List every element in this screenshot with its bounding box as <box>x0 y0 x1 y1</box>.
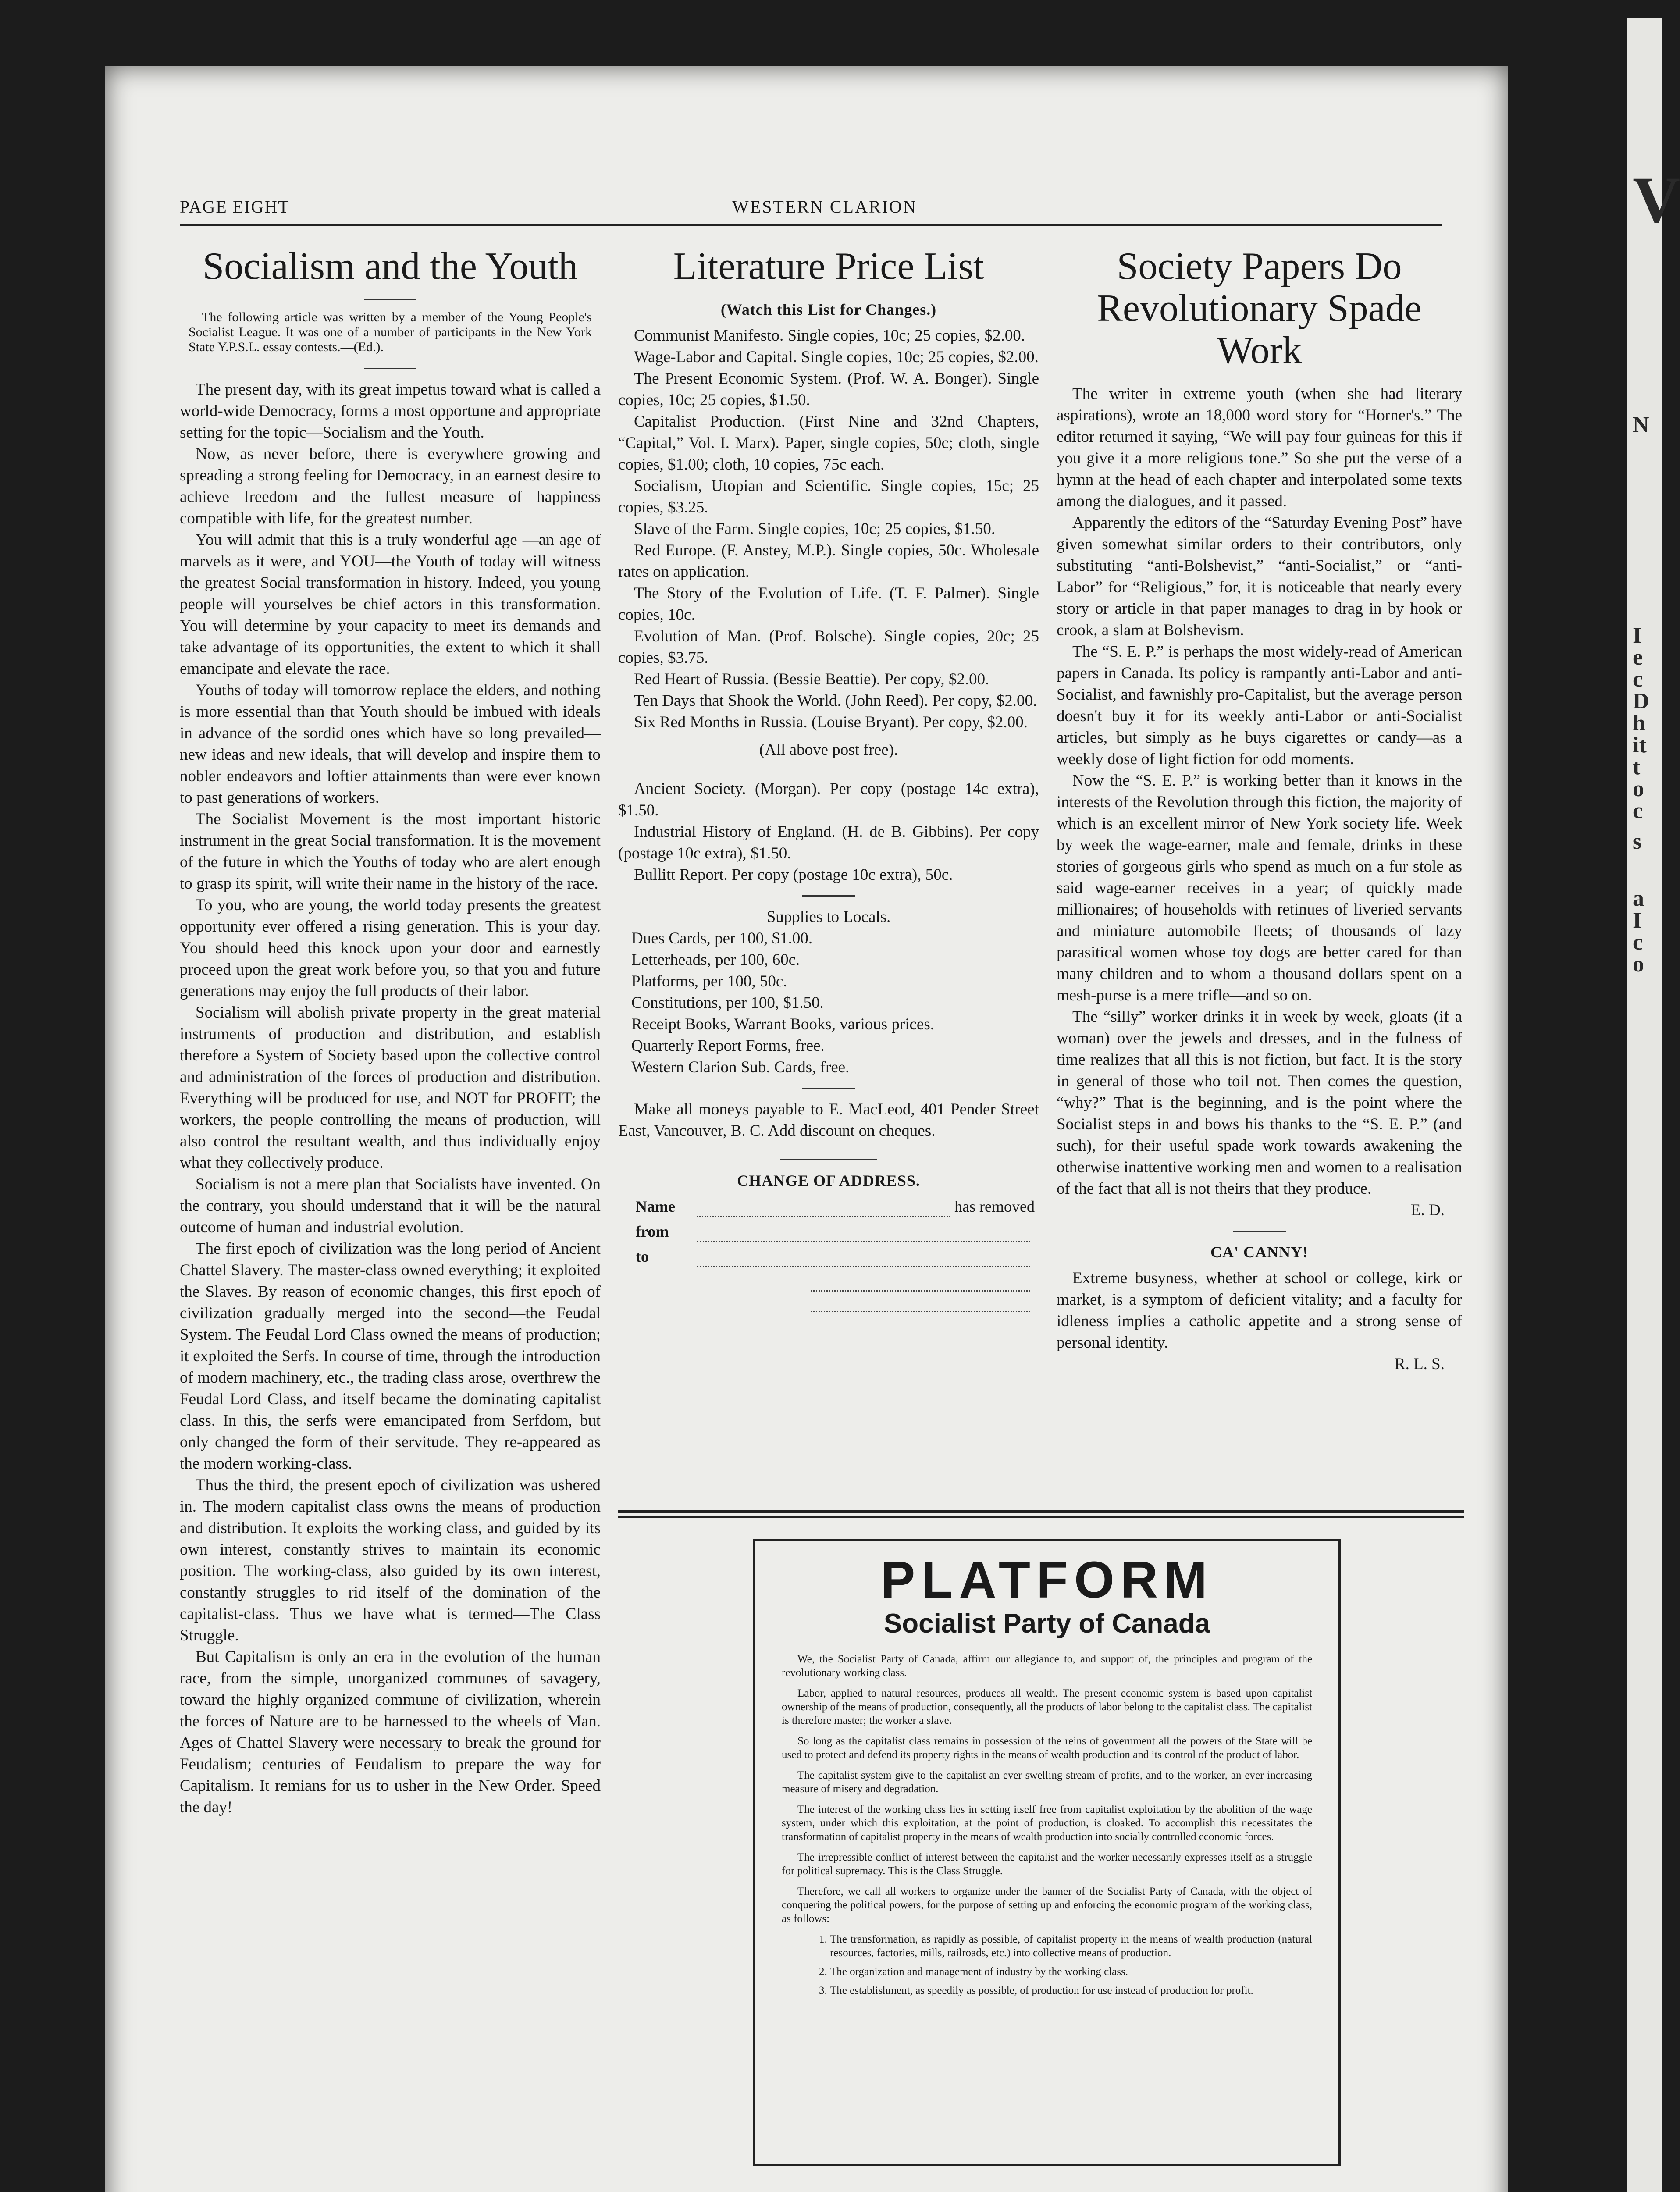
platform-points <box>782 1932 1312 1997</box>
supply-item: Constitutions, per 100, $1.50. <box>631 994 824 1012</box>
change-of-address-form <box>618 1196 1039 1312</box>
adjacent-page-edge <box>1627 18 1680 2192</box>
address-blank <box>811 1292 1030 1312</box>
paragraph: Socialism will abolish private property in the great material instruments of production and distribution, and establish therefore a System of Society based upon the collective control and administration of the forces of production and distribution. Everything will be produced for use, and NOT for PROFIT; the workers, the people controlling the means of production, will also control the resultant wealth, and thus individually enjoy what they collectively produce. <box>180 1003 601 1172</box>
platform-subtitle: Socialist Party of Canada <box>883 1608 1210 1639</box>
price-item: Capitalist Production. (First Nine and 32nd Chapters, “Capital,” Vol. I. Marx). Paper, single copies, 50c; cloth, single copies, $1.00; cloth, 10 copies, 75c each. <box>618 413 1039 473</box>
name-row <box>636 1196 1035 1217</box>
watch-note: (Watch this List for Changes.) <box>720 301 937 318</box>
address-blank <box>811 1271 1030 1292</box>
platform-paragraph: The capitalist system give to the capitalist an ever-swelling stream of profits, and to the worker, an ever-increasing measure of misery and degradation. <box>782 1769 1312 1795</box>
name-blank <box>697 1202 950 1217</box>
platform-point: 2. The organization and management of industry by the working class. <box>830 1965 1312 1978</box>
platform-paragraph: Labor, applied to natural resources, produces all wealth. The present economic system is based upon capitalist ownership of the means of production, consequently, all the products of labor belong to the capitalist class. The capitalist is therefore master; the worker a slave. <box>782 1687 1312 1726</box>
platform-title: PLATFORM <box>880 1551 1214 1609</box>
paragraph: The Socialist Movement is the most important historic instrument in the great Social transformation. It is the movement of the future in which the Youths of today who are alert enough to grasp its spirit, will write their name in the history of the race. <box>180 810 601 893</box>
price-item: Wage-Labor and Capital. Single copies, 10c; 25 copies, $2.00. <box>634 348 1039 366</box>
article-title: Society Papers Do Revolutionary Spade Work <box>1097 245 1422 372</box>
divider <box>1233 1231 1286 1232</box>
platform-point: 1. The transformation, as rapidly as possible, of capitalist property in the means of wealth production (natural resources, factories, mills, railroads, etc.) into collective means of production. <box>830 1932 1312 1960</box>
price-item: The Present Economic System. (Prof. W. A. Bonger). Single copies, 10c; 25 copies, $1.50. <box>618 370 1039 409</box>
platform-paragraph: We, the Socialist Party of Canada, affirm our allegiance to, and support of, the principles and program of the revolutionary working class. <box>782 1653 1312 1679</box>
edge-fragment: t <box>1633 754 1641 779</box>
article-body <box>1057 383 1462 1199</box>
paragraph: The writer in extreme youth (when she had literary aspirations), wrote an 18,000 word story for “Horner's.” The editor returned it saying, “We will pay four guineas for this if you give it a more religious tone.” So she put the verse of a hymn at the head of each chapter and interpolated some texts among the dialogues, and it passed. <box>1057 385 1462 510</box>
edge-fragment: D <box>1633 689 1649 714</box>
edge-fragment: it <box>1633 733 1647 758</box>
masthead <box>180 193 1442 226</box>
from-row <box>636 1221 1035 1242</box>
paragraph: Thus the third, the present epoch of civilization was ushered in. The modern capitalist class owns the means of production and distribution. It exploits the working class, and guided by its own interest, constantly strives to maintain its economic position. The working-class, also guided by its own interest, constantly struggles to rid itself of the domination of the capitalist-class. Thus we have what is termed—The Class Struggle. <box>180 1476 601 1644</box>
newspaper-name: WESTERN CLARION <box>732 197 917 217</box>
change-of-address-title: CHANGE OF ADDRESS. <box>737 1172 920 1189</box>
price-items-extra <box>618 778 1039 886</box>
paragraph: The “S. E. P.” is perhaps the most widely-read of American papers in Canada. Its policy is rampantly anti-Labor and anti-Socialist, and fawnishly pro-Capitalist, but the average person doesn't buy it for its weekly anti-Labor or anti-Socialist articles, but simply as he buys cigarettes or candy—as a weekly dose of light fiction for odd moments. <box>1057 643 1462 768</box>
platform-box <box>753 1539 1341 2166</box>
to-row <box>636 1246 1035 1267</box>
supply-item: Receipt Books, Warrant Books, various prices. <box>631 1015 934 1033</box>
edge-fragment: s <box>1633 829 1642 854</box>
divider <box>802 1088 855 1089</box>
ca-canny-text: Extreme busyness, whether at school or college, kirk or market, is a symptom of deficient vitality; and a faculty for idleness implies a catholic appetite and a strong sense of personal identity. <box>1057 1269 1462 1352</box>
edge-fragment: N <box>1633 413 1649 438</box>
paragraph: To you, who are young, the world today presents the greatest opportunity ever offered a rising generation. This is your day. You should heed this knock upon your door and earnestly proceed upon the great work before you, so that you and future generations may enjoy the full products of their labor. <box>180 896 601 1000</box>
paragraph: But Capitalism is only an era in the evolution of the human race, from the simple, unorganized communes of savagery, toward the highly organized commune of civilization, wherein the forces of Nature are to be harnessed to the wheels of Man. Ages of Chattel Slavery were necessary to break the ground for Feudalism; centuries of Feudalism to prepare the way for Capitalism. It remians for us to usher in the New Order. Speed the day! <box>180 1648 601 1816</box>
paragraph: The present day, with its great impetus toward what is called a world-wide Democracy, forms a most opportune and appropriate setting for the topic—Socialism and the Youth. <box>180 381 601 441</box>
price-item: Ten Days that Shook the World. (John Reed). Per copy, $2.00. <box>634 692 1037 710</box>
platform-paragraph: So long as the capitalist class remains in possession of the reins of government all the powers of the State will be used to protect and defend its property rights in the means of wealth production and its control of the product of labor. <box>782 1735 1312 1761</box>
paragraph: You will admit that this is a truly wonderful age —an age of marvels as it were, and YOU—the Youth of today will witness the greatest Social transformation in history. Indeed, you young people will yourselves be chief actors in this transformation. You will determine by your capacity to meet its demands and take advantage of its opportunities, the extent to which it shall emancipate and elevate the race. <box>180 531 601 678</box>
supplies-title: Supplies to Locals. <box>766 908 891 926</box>
ca-canny-title: CA' CANNY! <box>1210 1243 1308 1261</box>
price-item: Bullitt Report. Per copy (postage 10c extra), 50c. <box>634 866 953 884</box>
to-label: to <box>636 1248 649 1265</box>
supply-item: Western Clarion Sub. Cards, free. <box>631 1058 850 1076</box>
platform-point: 3. The establishment, as speedily as possible, of production for use instead of production for profit. <box>830 1984 1312 1997</box>
page-number: PAGE EIGHT <box>180 197 290 217</box>
divider <box>802 895 855 897</box>
edge-fragment: c <box>1633 930 1643 955</box>
post-free-note: (All above post free). <box>759 741 898 759</box>
paragraph: Youths of today will tomorrow replace the elders, and nothing is more essential than that Youth should be imbued with ideals in advance of the sordid ones which have so long prevailed—new ideas and new ideals, that will develop and inspire them to nobler endeavors and loftier attainments than were ever known to past generations of workers. <box>180 681 601 807</box>
supply-item: Letterheads, per 100, 60c. <box>631 951 800 969</box>
paragraph: Socialism is not a mere plan that Socialists have invented. On the contrary, you should understand that it will be the natural outcome of human and industrial evolution. <box>180 1175 601 1236</box>
edge-fragment: o <box>1633 776 1644 801</box>
payment-note: Make all moneys payable to E. MacLeod, 401 Pender Street East, Vancouver, B. C. Add discount on cheques. <box>618 1100 1039 1140</box>
edge-fragment: o <box>1633 952 1644 977</box>
price-item: The Story of the Evolution of Life. (T. F. Palmer). Single copies, 10c. <box>618 584 1039 624</box>
divider <box>364 299 416 300</box>
editor-note: The following article was written by a member of the Young People's Socialist League. It was one of a number of participants in the New York State Y.P.S.L. essay contests.—(Ed.). <box>189 310 592 354</box>
article-society-papers <box>1057 246 1462 1375</box>
platform-paragraph: The irrepressible conflict of interest between the capitalist and the worker necessarily expresses itself as a struggle for political supremacy. This is the Class Struggle. <box>782 1851 1312 1877</box>
price-item: Evolution of Man. (Prof. Bolsche). Single copies, 20c; 25 copies, $3.75. <box>618 627 1039 667</box>
paragraph: Now, as never before, there is everywhere growing and spreading a strong feeling for Democracy, in an earnest desire to achieve freedom and the fullest measure of happiness compatible with life, for the greatest number. <box>180 445 601 527</box>
from-blank <box>697 1227 1030 1242</box>
has-removed-label: has removed <box>954 1198 1035 1215</box>
paragraph: The first epoch of civilization was the long period of Ancient Chattel Slavery. The master-class owned everything; it exploited the Slaves. By reason of economic changes, this first epoch of civilization gradually merged into the second—the Feudal System. The Feudal Lord Class owned the means of production; it exploited the Serfs. In course of time, through the introduction of modern machinery, etc., the trading class arose, overthrew the Feudal Lord Class, and itself became the dominating capitalist class. In this, the serfs were emancipated from Serfdom, but only changed the form of their servitude. They re-appeared as the modern working-class. <box>180 1240 601 1473</box>
article-title: Socialism and the Youth <box>203 245 578 288</box>
signature: R. L. S. <box>1394 1355 1445 1373</box>
price-list-title: Literature Price List <box>673 245 984 288</box>
edge-fragment: a <box>1633 886 1644 911</box>
from-label: from <box>636 1223 669 1240</box>
price-item: Industrial History of England. (H. de B. Gibbins). Per copy (postage 10c extra), $1.50. <box>618 823 1039 862</box>
edge-fragment: I <box>1633 623 1642 648</box>
price-item: Socialism, Utopian and Scientific. Single copies, 15c; 25 copies, $3.25. <box>618 477 1039 516</box>
divider <box>780 1159 877 1160</box>
supply-item: Dues Cards, per 100, $1.00. <box>631 929 813 947</box>
paragraph: Apparently the editors of the “Saturday Evening Post” have given somewhat similar orders to their contributors, only substituting “anti-Bolshevist,” “anti-Socialist,” or “anti-Labor” for “Religious,” for, it is noticeable that nearly every story or article in that paper manages to drag in by hook or crook, a slam at Bolshevism. <box>1057 514 1462 639</box>
edge-fragment: I <box>1633 908 1642 933</box>
literature-price-list <box>618 246 1039 1312</box>
to-blank <box>697 1252 1030 1267</box>
divider <box>364 368 416 369</box>
price-item: Red Europe. (F. Anstey, M.P.). Single copies, 50c. Wholesale rates on application. <box>618 541 1039 581</box>
paragraph: The “silly” worker drinks it in week by week, gloats (if a woman) over the jewels and dresses, and in the fulness of time realizes that all this is not fiction, but fact. It is the story in general of those who toil not. Then comes the question, “why?” That is the beginning, and is the point where the Socialist steps in and bows his thanks to the “S. E. P.” (and such), for their useful spade work towards awakening the otherwise inattentive working men and women to a realisation of the fact that all is not theirs that they produce. <box>1057 1008 1462 1198</box>
price-item: Slave of the Farm. Single copies, 10c; 25 copies, $1.50. <box>634 520 996 538</box>
article-body <box>180 379 601 1818</box>
supply-item: Platforms, per 100, 50c. <box>631 972 787 990</box>
price-items <box>618 325 1039 733</box>
paragraph: Now the “S. E. P.” is working better than it knows in the interests of the Revolution through this fiction, the majority of which is an excellent mirror of New York society life. Week by week the wage-earner, male and female, drinks in these stories of gorgeous girls who spend as much on a fur stole as said wage-earner receives in a year; of quickly made millionaires; of households with retinues of liveried servants and miniature automobile fleets; of thousands of lazy parasitical women whose toy dogs are better cared for than many children and to whom a thousand dollars spent on a mesh-purse is a mere trifle—and so on. <box>1057 772 1462 1004</box>
signature: E. D. <box>1410 1201 1445 1219</box>
price-item: Red Heart of Russia. (Bessie Beattie). Per copy, $2.00. <box>634 670 989 688</box>
article-socialism-and-the-youth <box>180 246 601 1818</box>
name-label: Name <box>636 1198 675 1215</box>
edge-fragment: V <box>1633 164 1680 236</box>
supplies-list <box>618 928 1039 1078</box>
platform-paragraph: Therefore, we call all workers to organize under the banner of the Socialist Party of Canada, with the object of conquering the political powers, for the purpose of setting up and enforcing the economic program of the working class, as follows: <box>782 1886 1312 1925</box>
edge-fragment: e <box>1633 645 1643 670</box>
edge-fragment: c <box>1633 667 1643 692</box>
price-item: Communist Manifesto. Single copies, 10c; 25 copies, $2.00. <box>634 327 1025 345</box>
supply-item: Quarterly Report Forms, free. <box>631 1037 825 1055</box>
platform-paragraph: The interest of the working class lies in setting itself free from capitalist exploitation by the abolition of the wage system, under which this exploitation, at the point of production, is cloaked. To accomplish this necessitates the transformation of capitalist property in the means of wealth production into socially controlled economic forces. <box>782 1804 1312 1843</box>
section-rule <box>618 1510 1464 1518</box>
platform-body <box>782 1652 1312 1925</box>
price-item: Ancient Society. (Morgan). Per copy (postage 14c extra), $1.50. <box>618 780 1039 819</box>
price-item: Six Red Months in Russia. (Louise Bryant). Per copy, $2.00. <box>634 713 1028 731</box>
edge-fragment: c <box>1633 798 1643 823</box>
edge-fragment: h <box>1633 711 1645 736</box>
